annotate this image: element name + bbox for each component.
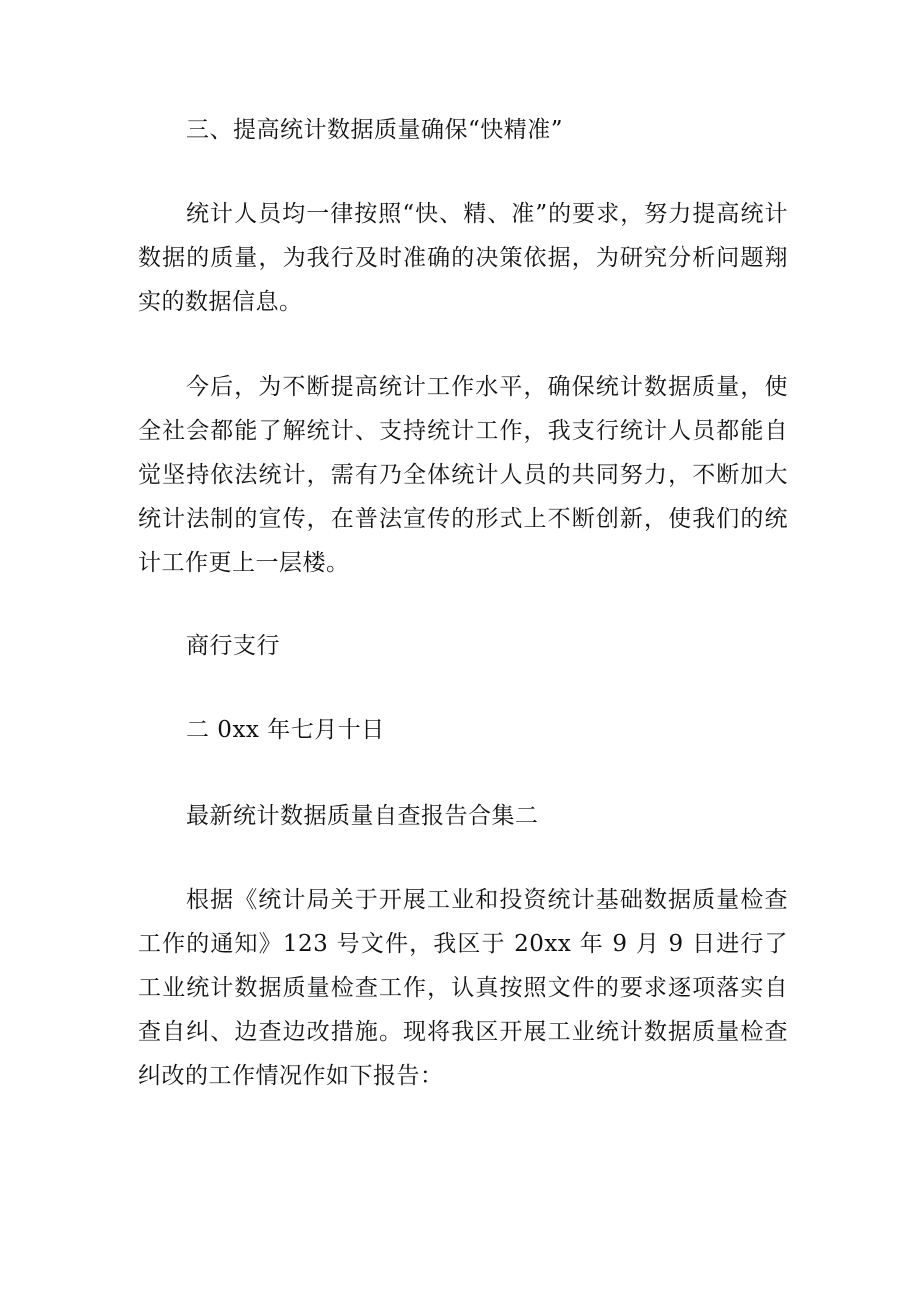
body-paragraph: 根据《统计局关于开展工业和投资统计基础数据质量检查工作的通知》123 号文件，我区于 20xx 年 9 月 9 日进行了工业统计数据质量检查工作，认真按照文件的要求逐项落实自查自纠、边查边改措施。现将我区开展工业统计数据质量检查纠改的工作情况作如下报告： [138,887,788,1089]
body-paragraph: 统计人员均一律按照“快、精、准”的要求，努力提高统计数据的质量，为我行及时准确的决策依据，为研究分析问题翔实的数据信息。 [138,201,788,315]
signature-line: 商行支行 [186,633,280,659]
date-line: 二 0xx 年七月十日 [186,717,385,743]
second-report-title: 最新统计数据质量自查报告合集二 [186,803,539,829]
section-heading: 三、提高统计数据质量确保“快精准” [186,117,564,143]
body-paragraph: 今后，为不断提高统计工作水平，确保统计数据质量，使全社会都能了解统计、支持统计工作，我支行统计人员都能自觉坚持依法统计，需有乃全体统计人员的共同努力，不断加大统计法制的宣传，在普法宣传的形式上不断创新，使我们的统计工作更上一层楼。 [138,374,788,576]
